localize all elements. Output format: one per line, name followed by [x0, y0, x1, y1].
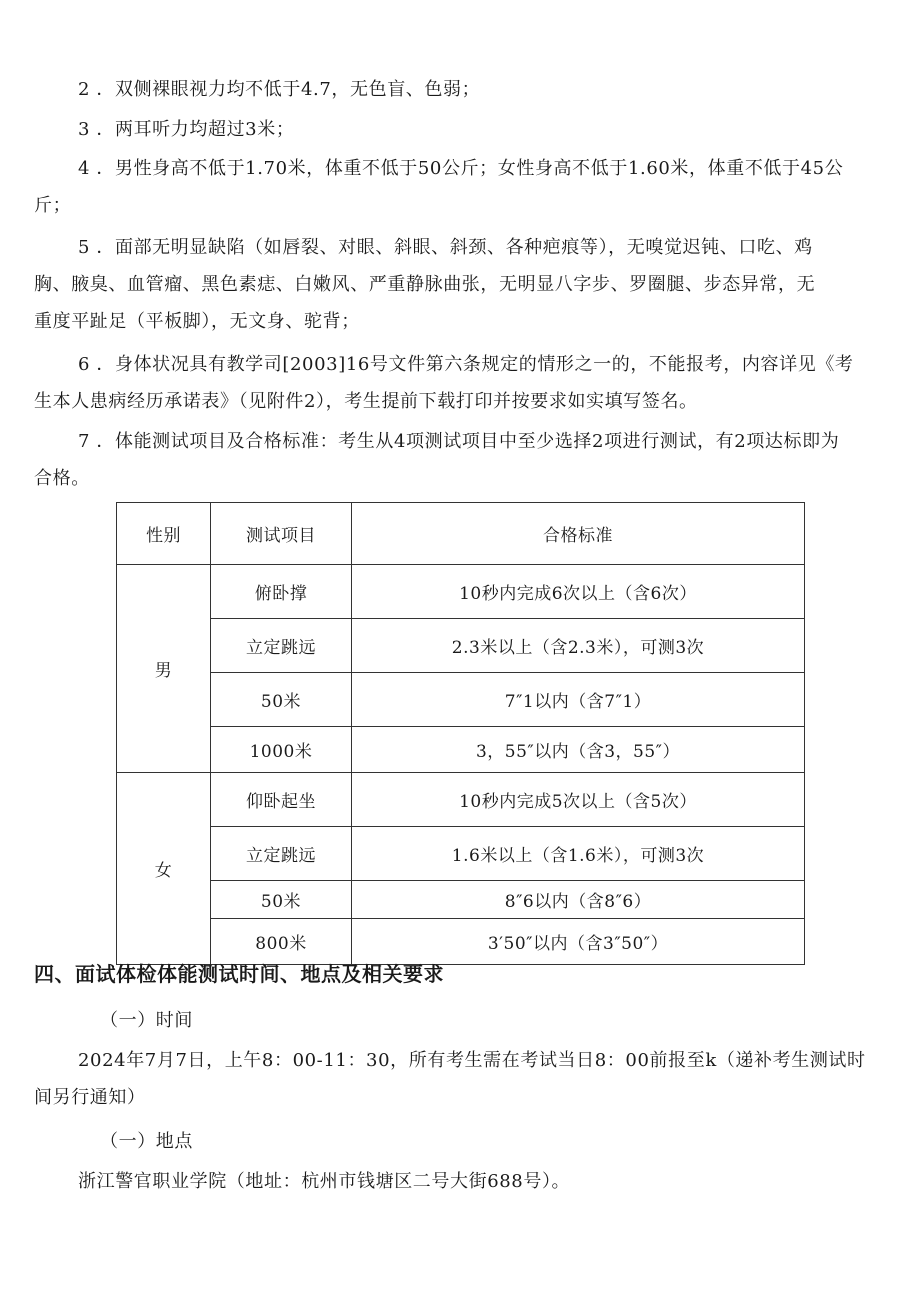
- place-subheading: （一）地点: [100, 1131, 193, 1152]
- fitness-standard-table: [116, 502, 805, 965]
- requirement-4: 4 ．男性身高不低于1.70米，体重不低于50公斤；女性身高不低于1.60米，体重不低于45公 斤；: [34, 158, 844, 216]
- pass-standard: 8″6以内（含8″6）: [352, 881, 805, 919]
- header-standard: 合格标准: [352, 503, 805, 565]
- requirement-5: 5 ．面部无明显缺陷（如唇裂、对眼、斜眼、斜颈、各种疤痕等），无嗅觉迟钝、口吃、鸡 胸、腋臭、血管瘤、黑色素痣、白嫩风、严重静脉曲张，无明显八字步、罗圈腿、步态异常，无 重度平趾足（平板脚），无文身、驼背；: [34, 237, 816, 332]
- test-item: 50米: [211, 881, 352, 919]
- table-header-row: [117, 503, 805, 565]
- time-text: 2024年7月7日，上午8：00-11：30，所有考生需在考试当日8：00前报至k（递补考生测试时 间另行通知）: [34, 1050, 866, 1108]
- test-item: 800米: [211, 919, 352, 965]
- requirement-3: 3 ．两耳听力均超过3米；: [78, 119, 295, 140]
- test-item: 50米: [211, 673, 352, 727]
- pass-standard: 1.6米以上（含1.6米），可测3次: [352, 827, 805, 881]
- header-gender: 性别: [117, 503, 211, 565]
- pass-standard: 10秒内完成5次以上（含5次）: [352, 773, 805, 827]
- pass-standard: 3′50″以内（含3″50″）: [352, 919, 805, 965]
- test-item: 仰卧起坐: [211, 773, 352, 827]
- table-row: [117, 827, 805, 881]
- test-item: 俯卧撑: [211, 565, 352, 619]
- test-item: 1000米: [211, 727, 352, 773]
- table-row: [117, 727, 805, 773]
- pass-standard: 10秒内完成6次以上（含6次）: [352, 565, 805, 619]
- header-test-item: 测试项目: [211, 503, 352, 565]
- pass-standard: 2.3米以上（含2.3米），可测3次: [352, 619, 805, 673]
- gender-female: 女: [117, 773, 211, 965]
- test-item: 立定跳远: [211, 619, 352, 673]
- test-item: 立定跳远: [211, 827, 352, 881]
- table-row: [117, 673, 805, 727]
- section-heading: 四、面试体检体能测试时间、地点及相关要求: [34, 962, 444, 986]
- table-row: [117, 565, 805, 619]
- gender-male: 男: [117, 565, 211, 773]
- table-row: [117, 619, 805, 673]
- pass-standard: 7″1以内（含7″1）: [352, 673, 805, 727]
- table-row: [117, 773, 805, 827]
- time-subheading: （一）时间: [100, 1010, 193, 1031]
- requirement-2: 2 ．双侧裸眼视力均不低于4.7，无色盲、色弱；: [78, 79, 481, 100]
- place-text: 浙江警官职业学院（地址：杭州市钱塘区二号大街688号）。: [78, 1171, 571, 1192]
- requirement-7: 7 ．体能测试项目及合格标准：考生从4项测试项目中至少选择2项进行测试，有2项达标即为 合格。: [34, 431, 840, 489]
- pass-standard: 3，55″以内（含3，55″）: [352, 727, 805, 773]
- requirement-6: 6 ．身体状况具有教学司[2003]16号文件第六条规定的情形之一的，不能报考，内容详见《考 生本人患病经历承诺表》（见附件2），考生提前下载打印并按要求如实填写签名。: [34, 354, 854, 412]
- table-row: [117, 881, 805, 919]
